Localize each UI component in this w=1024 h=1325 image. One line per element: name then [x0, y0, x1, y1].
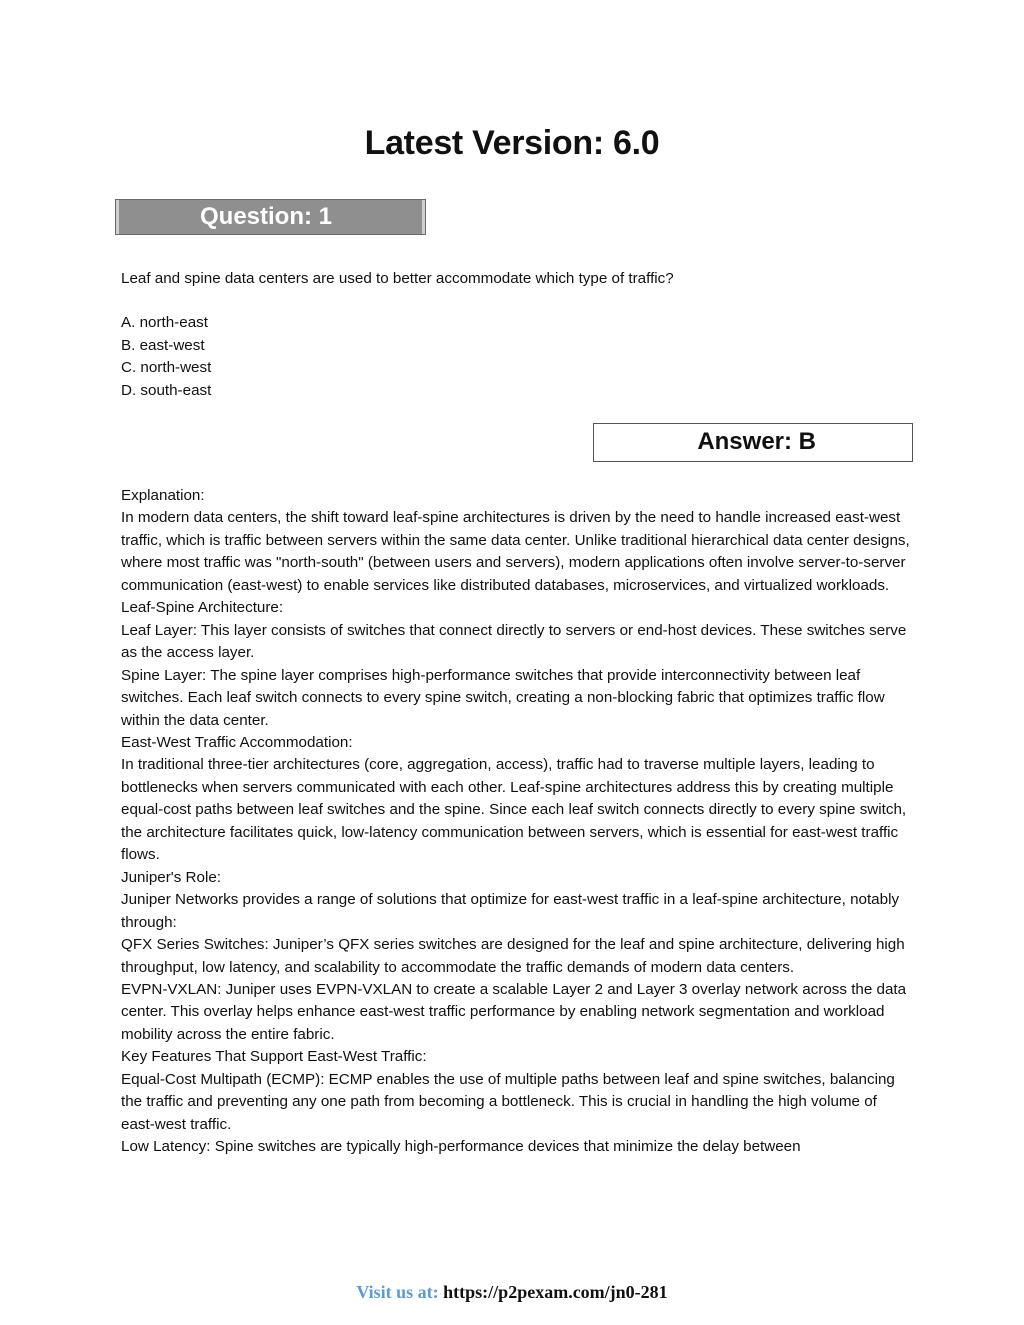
explanation-paragraph: Juniper Networks provides a range of solutions that optimize for east-west traffic in a leaf-spine architecture, notably through: — [121, 891, 900, 931]
answer-label: Answer: B — [697, 428, 816, 455]
explanation-subheading: Juniper's Role: — [121, 868, 221, 886]
answer-options — [121, 312, 211, 402]
explanation-paragraph: EVPN-VXLAN: Juniper uses EVPN-VXLAN to create a scalable Layer 2 and Layer 3 overlay network across the data center. This overlay helps enhance east-west traffic performance by enabling network segmentation and workload mobility across the entire fabric. — [121, 980, 907, 1043]
explanation-paragraph: Leaf Layer: This layer consists of switches that connect directly to servers or end-host devices. These switches serve as the access layer. — [121, 621, 907, 662]
explanation-heading: Explanation: — [121, 487, 205, 504]
explanation-paragraph: In traditional three-tier architectures (core, aggregation, access), traffic had to traverse multiple layers, leading to bottlenecks when servers communicated with each other. Leaf-spine architectures address this by creating multiple equal-cost paths between leaf switches and the spine. Since each leaf switch connects directly to every spine switch, the architecture facilitates quick, low-latency communication between servers, which is essential for east-west traffic flows. — [121, 756, 907, 864]
explanation-paragraph: Equal-Cost Multipath (ECMP): ECMP enables the use of multiple paths between leaf and spine switches, balancing the traffic and preventing any one path from becoming a bottleneck. This is crucial in handling the high volume of east-west traffic. — [121, 1070, 895, 1133]
option-a: A. north-east — [121, 314, 208, 331]
answer-box — [593, 423, 913, 462]
footer-url-link[interactable]: https://p2pexam.com/jn0-281 — [443, 1282, 668, 1302]
footer — [0, 1282, 1024, 1303]
explanation-paragraph: QFX Series Switches: Juniper’s QFX series switches are designed for the leaf and spine architecture, delivering high throughput, low latency, and scalability to accommodate the traffic demands of modern data centers. — [121, 936, 905, 976]
question-number: Question: 1 — [200, 203, 333, 230]
explanation-subheading: Key Features That Support East-West Traffic: — [121, 1048, 427, 1066]
option-c: C. north-west — [121, 359, 212, 376]
option-d: D. south-east — [121, 381, 212, 399]
explanation-paragraph: In modern data centers, the shift toward leaf-spine architectures is driven by the need to handle increased east-west traffic, which is traffic between servers within the same data center. Unlike traditional hierarchical data center designs, where most traffic was "north-south" (between users and servers), modern applications often involve server-to-server communication (east-west) to enable services like distributed databases, microservices, and virtualized workloads. — [121, 509, 910, 594]
footer-visit-label: Visit us at: — [356, 1282, 439, 1302]
explanation-subheading: East-West Traffic Accommodation: — [121, 733, 353, 751]
explanation-subheading: Leaf-Spine Architecture: — [121, 599, 284, 617]
explanation-paragraph: Spine Layer: The spine layer comprises high-performance switches that provide interconnectivity between leaf switches. Each leaf switch connects to every spine switch, creating a non-blocking fabric that optimizes traffic flow within the data center. — [121, 666, 885, 729]
explanation-paragraph: Low Latency: Spine switches are typically high-performance devices that minimize the delay between — [121, 1138, 801, 1156]
question-banner — [115, 199, 426, 235]
page-title: Latest Version: 6.0 — [364, 124, 660, 162]
question-text: Leaf and spine data centers are used to better accommodate which type of traffic? — [121, 270, 674, 287]
option-b: B. east-west — [121, 336, 205, 354]
explanation — [121, 485, 911, 1159]
